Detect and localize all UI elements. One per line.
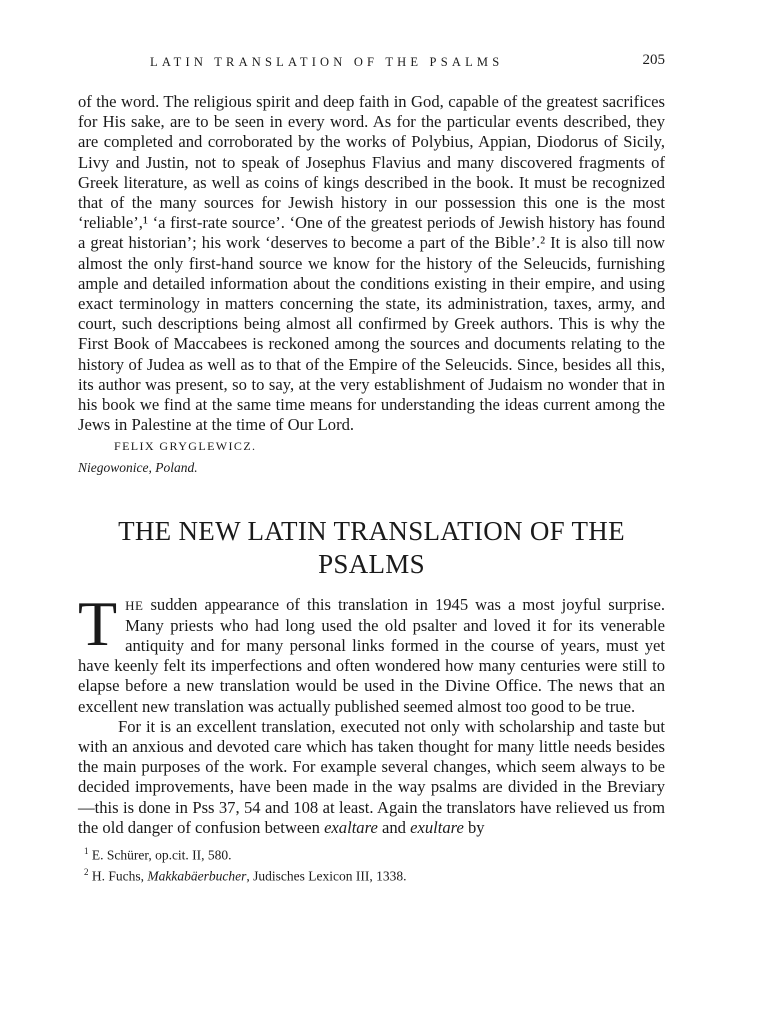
footnote-2 xyxy=(78,864,665,885)
running-head xyxy=(78,50,665,74)
paragraph-2-text: For it is an excellent translation, executed not only with scholarship and taste but with an anxious and devoted care which has taken thought for many little needs besides the main purposes of the work. For example several changes, which seem always to be decided improvements, have been made in the way psalms are divided in the Breviary—this is done in Pss 37, 54 and 108 at least. Again the translators have relieved us from the old danger of confusion between xyxy=(78,716,665,837)
footnote-2-author: H. Fuchs, xyxy=(88,868,148,884)
footnote-1-mark: 1 xyxy=(84,846,89,857)
opening-word: HE xyxy=(125,597,144,613)
article-paragraph-2 xyxy=(78,717,665,838)
continued-paragraph: of the word. The religious spirit and deep faith in God, capable of the greatest sacrifices for His sake, are to be seen in every word. As for the particular events described, they are completed and corroborated by the works of Polybius, Appian, Diodorus of Sicily, Livy and Justin, not to speak of Josephus Flavius and many discovered fragments of Greek literature, as well as coins of kings described in the book. It must be recognized that of the many sources for Jewish history in our possession this one is the most ‘reliable’,¹ ‘a first-rate source’. ‘One of the greatest periods of Jewish history has found a great historian’; his work ‘deserves to become a part of the Bible’.² It is also till now almost the only first-hand source we know for the history of the Seleucids, furnishing ample and detailed information about the conditions existing in their empire, and using exact terminology in matters concerning the state, its administration, taxes, army, and court, such descriptions being almost all confirmed by Greek authors. This is why the First Book of Maccabees is reckoned among the sources and documents relating to the history of Judea as well as to that of the Empire of the Seleucids. Since, besides all this, its author was present, so to say, at the very establishment of Judaism no wonder that in his book we find at the same time means for understanding the ideas current among the Jews in Palestine at the time of Our Lord. xyxy=(78,92,665,435)
drop-cap: T xyxy=(78,587,118,659)
footnote-2-text: , Judisches Lexicon III, 1338. xyxy=(246,868,407,884)
page xyxy=(78,50,665,884)
page-number: 205 xyxy=(642,52,665,68)
paragraph-1-text: sudden appearance of this translation in 1945 was a most joyful surprise. Many priests who had long used the old psalter and loved it for its venerable antiquity and for many personal links formed in the course of years, must yet have keenly felt its imperfections and often wondered how many centuries were still to elapse before a new translation would be used in the Divine Office. The news that an excellent new translation was actually published seemed almost too good to be true. xyxy=(78,594,665,716)
paragraph-2-tail: by xyxy=(463,817,485,837)
author-place: Niegowonice, Poland. xyxy=(78,459,198,475)
footnote-2-mark: 2 xyxy=(84,866,89,877)
italic-word-exaltare: exaltare xyxy=(324,817,378,837)
footnote-2-title: Makkabäerbucher xyxy=(147,868,247,884)
footnote-1-text: E. Schürer, op.cit. II, 580. xyxy=(88,847,232,863)
author-signature: FELIX GRYGLEWICZ. xyxy=(114,439,257,454)
italic-word-exultare: exultare xyxy=(410,817,464,837)
footnotes xyxy=(78,843,665,884)
article-paragraph-1 xyxy=(78,587,665,717)
running-title: LATIN TRANSLATION OF THE PSALMS xyxy=(150,55,504,69)
article-body xyxy=(78,587,665,838)
signature-line xyxy=(78,435,665,456)
article-title: THE NEW LATIN TRANSLATION OF THE PSALMS xyxy=(118,515,625,579)
footnote-1 xyxy=(78,843,665,864)
paragraph-2-conjunction: and xyxy=(377,817,411,837)
